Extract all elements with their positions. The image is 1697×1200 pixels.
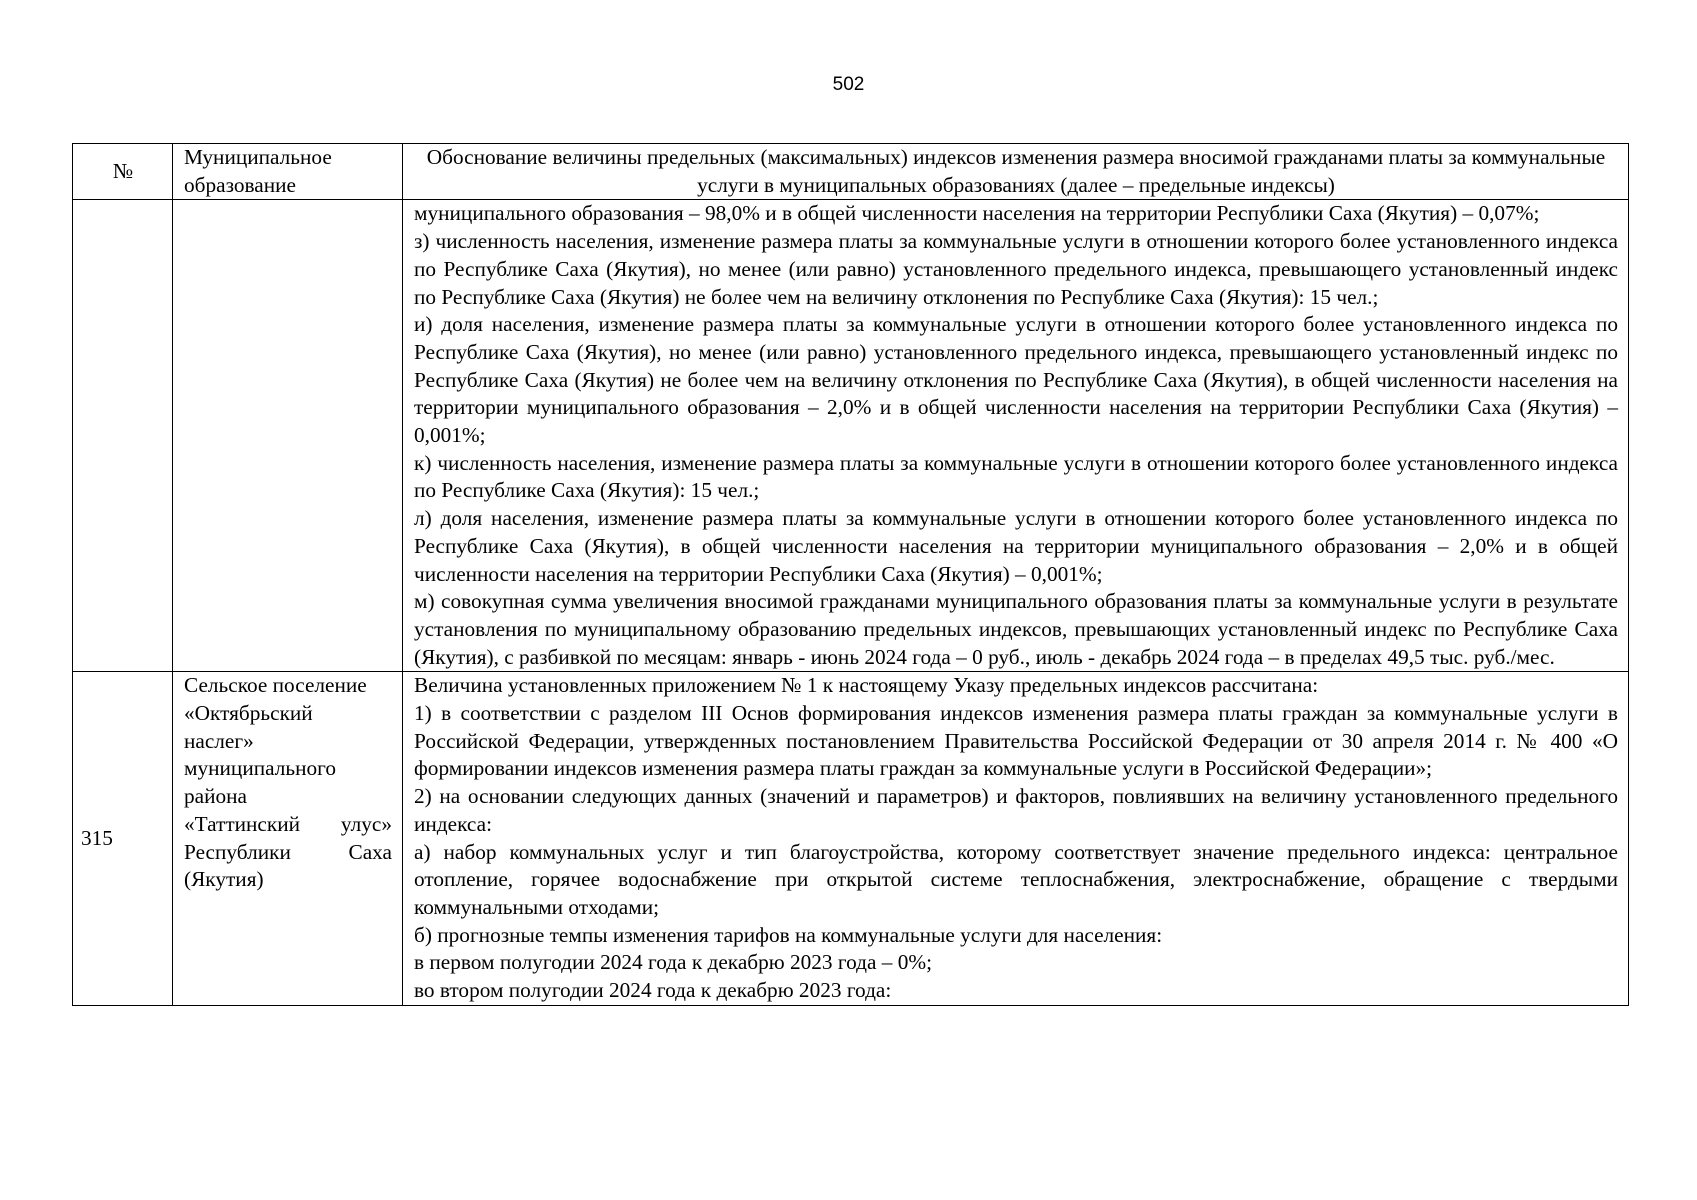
paragraph: б) прогнозные темпы изменения тарифов на коммунальные услуги для населения: (414, 922, 1163, 947)
paragraph: 1) в соответствии с разделом III Основ формирования индексов изменения размера платы граждан за коммунальные услуги в Российской Федерации, утвержденных постановлением Правительства Российской Федерации от 30 апреля 2014 г. № 400 «О формировании индексов изменения размера платы граждан за коммунальные услуги в Российской Федерации»; (414, 701, 1618, 781)
page-number: 502 (832, 74, 865, 95)
paragraph: в первом полугодии 2024 года к декабрю 2023 года – 0%; (414, 950, 933, 975)
municipality-line: «Таттинский улус» (184, 811, 392, 836)
header-number: № (73, 144, 173, 200)
row-number: 315 (73, 672, 173, 1005)
paragraph: л) доля населения, изменение размера платы за коммунальные услуги в отношении которого более установленного индекса по Республике Саха (Якутия), в общей численности населения на территории муниципального образования – 2,0% и в общей численности населения на территории Республики Саха (Якутия) – 0,001%; (414, 506, 1618, 586)
paragraph: 2) на основании следующих данных (значений и параметров) и факторов, повлиявших на величину установленного предельного индекса: (414, 784, 1618, 836)
paragraph: м) совокупная сумма увеличения вносимой гражданами муниципального образования платы за коммунальные услуги в результате установления по муниципальному образованию предельных индексов, превышающих установленный индекс по Республике Саха (Якутия), с разбивкой по месяцам: январь - июнь 2024 года – 0 руб., июль - декабрь 2024 года – в пределах 49,5 тыс. руб./мес. (414, 589, 1618, 669)
municipality-line: муниципального (184, 756, 336, 781)
paragraph: а) набор коммунальных услуг и тип благоустройства, которому соответствует значение предельного индекса: центральное отопление, горячее водоснабжение при открытой системе теплоснабжения, электроснабжение, обращение с твердыми коммунальными отходами; (414, 839, 1618, 919)
table-row (73, 200, 1629, 672)
tariff-index-table (72, 143, 1629, 1006)
municipality-line: «Октябрьский (184, 701, 313, 726)
paragraph: Величина установленных приложением № 1 к настоящему Указу предельных индексов рассчитана: (414, 673, 1319, 698)
paragraph: к) численность населения, изменение размера платы за коммунальные услуги в отношении которого более установленного индекса по Республике Саха (Якутия): 15 чел.; (414, 450, 1618, 503)
header-municipality: Муниципальное образование (173, 144, 403, 200)
row-number (73, 200, 173, 672)
row-description (403, 672, 1629, 1005)
table-header-row (73, 144, 1629, 200)
municipality-line: района (184, 784, 247, 809)
row-description (403, 200, 1629, 672)
row-municipality (173, 672, 403, 1005)
municipality-line: Республики Саха (184, 839, 392, 864)
table-row (73, 672, 1629, 1005)
municipality-line: наслег» (184, 728, 254, 753)
paragraph: и) доля населения, изменение размера платы за коммунальные услуги в отношении которого более установленного индекса по Республике Саха (Якутия), но менее (или равно) установленного предельного индекса, превышающего установленный индекс по Республике Саха (Якутия) не более чем на величину отклонения по Республике Саха (Якутия), в общей численности населения на территории муниципального образования – 2,0% и в общей численности населения на территории Республики Саха (Якутия) – 0,001%; (414, 312, 1618, 448)
row-municipality (173, 200, 403, 672)
paragraph: муниципального образования – 98,0% и в общей численности населения на территории Республики Саха (Якутия) – 0,07%; (414, 201, 1540, 226)
paragraph: во втором полугодии 2024 года к декабрю 2023 года: (414, 978, 892, 1003)
header-description: Обоснование величины предельных (максимальных) индексов изменения размера вносимой гражданами платы за коммунальные услуги в муниципальных образованиях (далее – предельные индексы) (403, 144, 1629, 200)
municipality-line: Сельское поселение (184, 673, 367, 698)
paragraph: з) численность населения, изменение размера платы за коммунальные услуги в отношении которого более установленного индекса по Республике Саха (Якутия), но менее (или равно) установленного предельного индекса, превышающего установленный индекс по Республике Саха (Якутия) не более чем на величину отклонения по Республике Саха (Якутия): 15 чел.; (414, 229, 1618, 309)
municipality-line: (Якутия) (184, 867, 264, 892)
